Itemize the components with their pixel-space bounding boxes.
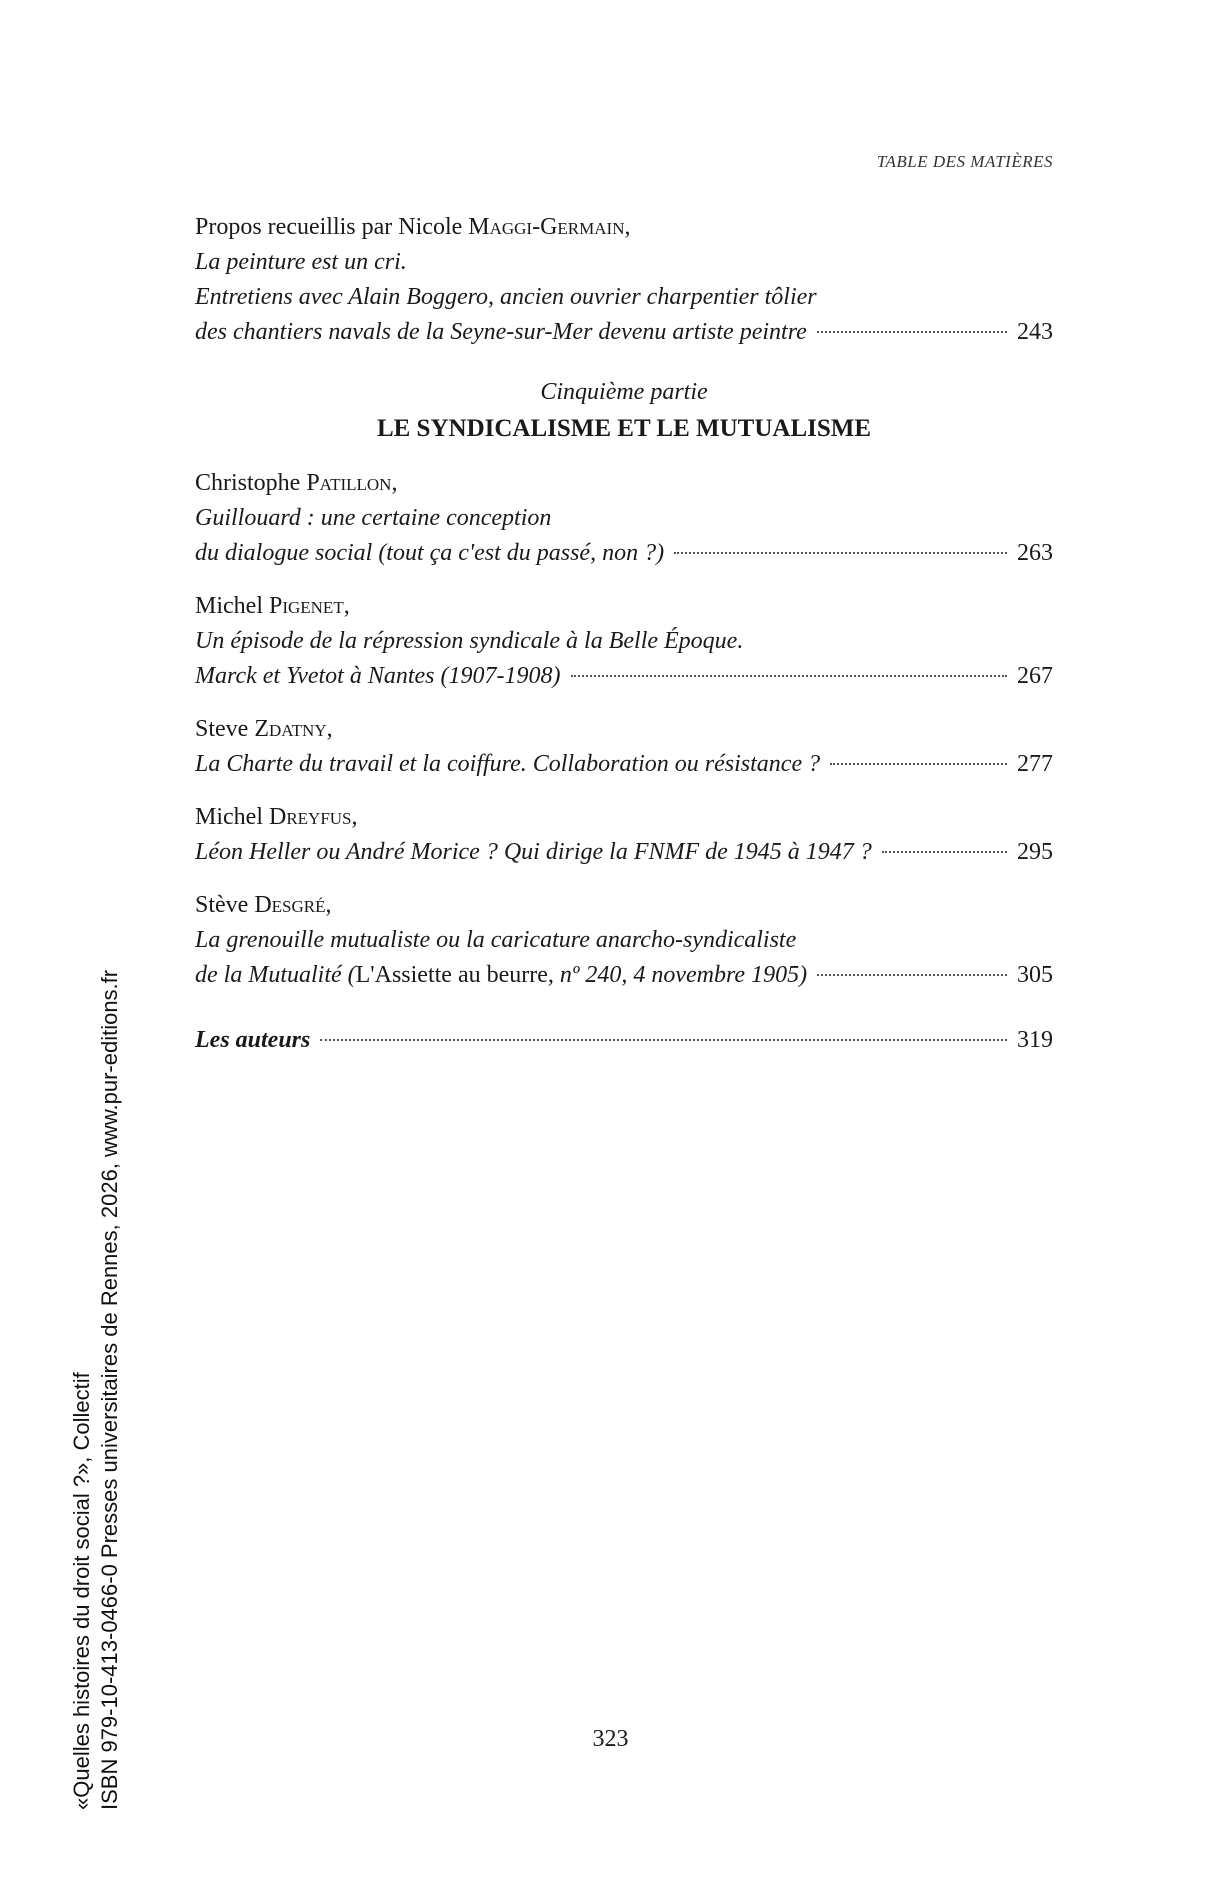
page-number: 295 [1017,839,1053,865]
entry-title-line: La peinture est un cri. [195,249,407,275]
author-surname: Desgré [254,892,326,918]
journal-title: L'Assiette au beurre [355,962,548,988]
page-number: 277 [1017,751,1053,777]
entry-title-line: du dialogue social (tout ça c'est du passé, non ?) [195,540,665,566]
entry-leader-line [195,536,1053,571]
entry-author: Steve Zdatny, [195,716,333,742]
entry-leader-line [195,958,1053,993]
toc-entry-desgre [195,888,1053,993]
author-surname: Zdatny [254,716,327,742]
page-folio: 323 [592,1726,629,1752]
author-first-name: Michel [195,804,269,830]
entry-title-line: Un épisode de la répression syndicale à la Belle Époque. [195,628,744,654]
page-number: 263 [1017,540,1053,566]
authors-label: Les auteurs [195,1027,311,1053]
page-number: 305 [1017,962,1053,988]
author-first-name: Michel [195,593,269,619]
author-prefix: Propos recueillis par Nicole [195,214,469,240]
entry-title-line: des chantiers navals de la Seyne-sur-Mer devenu artiste peintre [195,319,807,345]
dot-leader [817,331,1007,333]
entry-title-line: Marck et Yvetot à Nantes (1907-1908) [195,663,561,689]
author-first-name: Christophe [195,470,307,496]
page-number: 243 [1017,319,1053,345]
author-surname: Maggi-Germain [468,214,625,240]
entry-author: Michel Dreyfus, [195,804,358,830]
entry-author [195,210,1053,245]
author-surname: Pigenet [268,593,344,619]
entry-title-line [195,958,807,993]
entry-author: Christophe Patillon, [195,470,398,496]
entry-title-line: La Charte du travail et la coiffure. Collaboration ou résistance ? [195,751,821,777]
entry-author: Stève Desgré, [195,892,332,918]
entry-leader-line [195,315,1053,350]
entry-author: Michel Pigenet, [195,593,350,619]
dot-leader [674,552,1007,554]
sidebar-line-1: «Quelles histoires du droit social ?», Collectif [69,1372,94,1810]
entry-title-line: Guillouard : une certaine conception [195,505,552,531]
page-number: 267 [1017,663,1053,689]
copyright-sidebar [68,970,124,1810]
dot-leader [320,1039,1007,1041]
entry-leader-line [195,747,1053,782]
toc-entry [195,466,1053,571]
toc-entries [195,466,1053,870]
author-first-name: Steve [195,716,255,742]
entry-title-line: Léon Heller ou André Morice ? Qui dirige la FNMF de 1945 à 1947 ? [195,839,872,865]
toc-entry [195,712,1053,782]
entry-title-line: La grenouille mutualiste ou la caricature anarcho-syndicaliste [195,927,797,953]
title-part: , nº 240, 4 novembre 1905) [547,962,808,988]
part-title: LE SYNDICALISME ET LE MUTUALISME [376,415,872,442]
author-comma: , [624,214,631,240]
entry-title-line: Entretiens avec Alain Boggero, ancien ouvrier charpentier tôlier [195,284,817,310]
page-number: 319 [1017,1027,1053,1053]
dot-leader [817,974,1007,976]
author-surname: Dreyfus [268,804,352,830]
toc-entry-maggi-germain [195,210,1053,350]
author-first-name: Stève [195,892,255,918]
toc-entry-les-auteurs [195,1023,1053,1058]
entry-leader-line [195,835,1053,870]
running-head: TABLE DES MATIÈRES [876,152,1053,171]
dot-leader [571,675,1008,677]
sidebar-line-2: ISBN 979-10-413-0466-0 Presses universitaires de Rennes, 2026, www.pur-editions.fr [97,969,122,1810]
author-surname: Patillon [306,470,392,496]
table-of-contents [195,210,1053,1058]
dot-leader [830,763,1007,765]
dot-leader [882,851,1007,853]
toc-entry [195,589,1053,694]
title-part: de la Mutualité ( [195,962,356,988]
entry-leader-line [195,659,1053,694]
part-heading [195,374,1053,448]
part-label: Cinquième partie [540,379,708,405]
toc-entry [195,800,1053,870]
